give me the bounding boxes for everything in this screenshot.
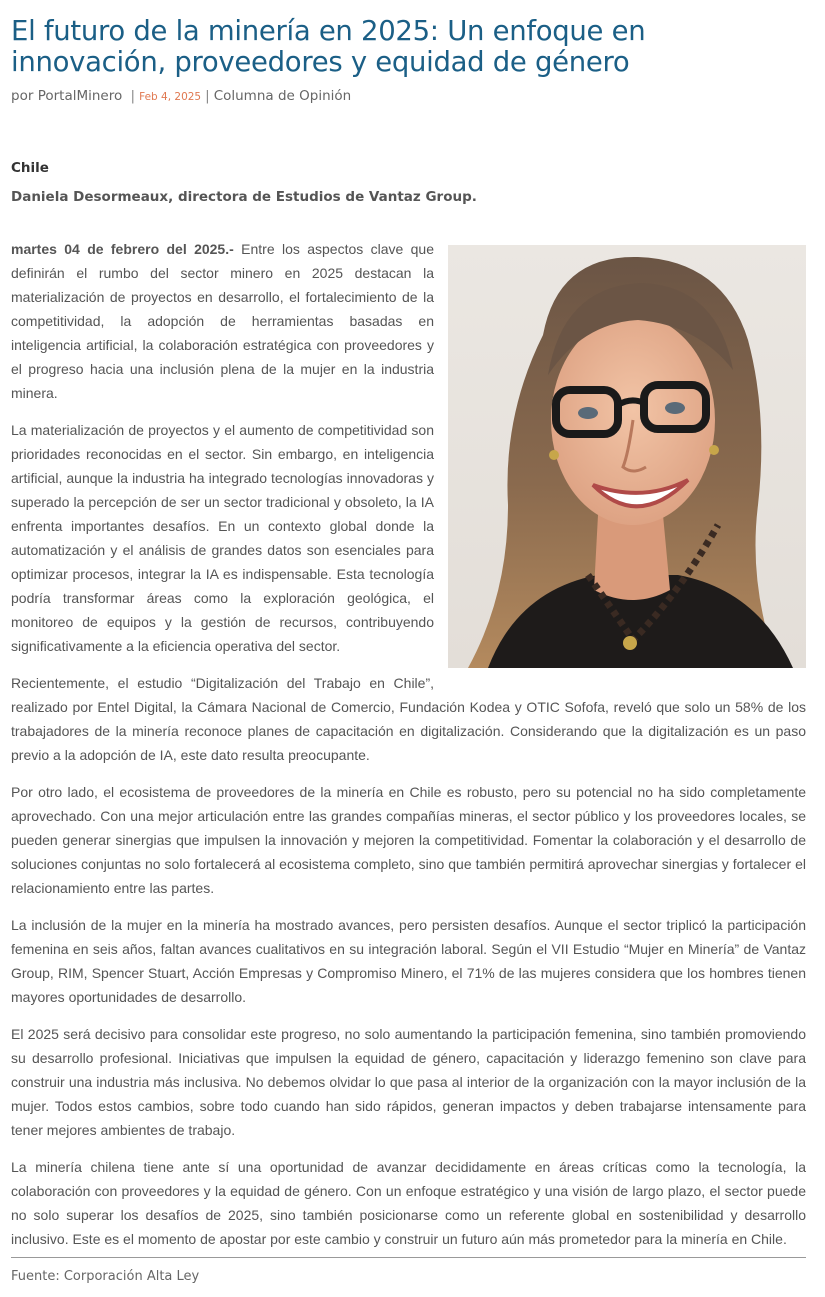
paragraph-6: El 2025 será decisivo para consolidar este progreso, no solo aumentando la participación femenina, sino también promoviendo su desarrollo profesional. Iniciativas que impulsen la equidad de género, capacitación y liderazgo femenino son clave para construir una industria más inclusiva. No debemos olvidar lo que pasa al interior de la organización con la mayor inclusión de la mujer. Todos estos cambios, sobre todo cuando han sido rápidos, generan impactos y deben trabajarse intensamente para tener mejores ambientes de trabajo. (11, 1026, 806, 1138)
meta-separator: | (130, 88, 136, 104)
article-body (11, 237, 806, 1264)
article-meta (11, 88, 351, 104)
byline-prefix: por (11, 88, 34, 104)
author-credit: Daniela Desormeaux, directora de Estudios de Vantaz Group. (11, 189, 477, 205)
paragraph-7: La minería chilena tiene ante sí una oportunidad de avanzar decididamente en áreas críticas como la tecnología, la colaboración con proveedores y la equidad de género. Con un enfoque estratégico y una visión de largo plazo, el sector puede no solo superar los desafíos de 2025, sino también posicionarse como un referente global en sostenibilidad y desarrollo inclusivo. Este es el momento de apostar por este cambio y construir un futuro aún más prometedor para la minería en Chile. (11, 1159, 806, 1247)
category-link[interactable]: Columna de Opinión (213, 88, 352, 104)
publish-date: Feb 4, 2025 (139, 91, 202, 103)
divider (11, 1257, 806, 1258)
article-title: El futuro de la minería en 2025: Un enfoque en innovación, proveedores y equidad de género (11, 15, 646, 78)
paragraph-text: Entre los aspectos clave que definirán el rumbo del sector minero en 2025 destacan la materialización de proyectos en desarrollo, el fortalecimiento de la competitividad, la adopción de herramientas basadas en inteligencia artificial, la colaboración estratégica con proveedores y el progreso hacia una inclusión plena de la mujer en la industria minera. (11, 241, 435, 401)
source-credit: Fuente: Corporación Alta Ley (11, 1269, 200, 1284)
paragraph-4: Por otro lado, el ecosistema de proveedores de la minería en Chile es robusto, pero su potencial no ha sido completamente aprovechado. Con una mejor articulación entre las grandes compañías mineras, el sector público y los proveedores locales, se pueden generar sinergias que impulsen la innovación y mejoren la competitividad. Fomentar la colaboración y el desarrollo de soluciones conjuntas no solo fortalecerá al ecosistema completo, sino que también permitirá aprovechar sinergias y fortalecer el relacionamiento entre las partes. (11, 784, 806, 896)
dateline: martes 04 de febrero del 2025.- (11, 241, 234, 257)
region-heading: Chile (11, 160, 49, 176)
paragraph-2: La materialización de proyectos y el aumento de competitividad son prioridades reconocidas en el sector. Sin embargo, en inteligencia artificial, aunque la industria ha integrado tecnologías innovadoras y superado la percepción de ser un sector tradicional y obsoleto, la IA enfrenta importantes desafíos. En un contexto global donde la automatización y el análisis de grandes datos son esenciales para optimizar procesos, integrar la IA es indispensable. Esta tecnología podría transformar áreas como la exploración geológica, el monitoreo de equipos y la gestión de recursos, contribuyendo significativamente a la eficiencia operativa del sector. (11, 422, 434, 654)
author-portrait (448, 245, 806, 668)
meta-separator: | (205, 88, 210, 104)
author-link[interactable]: PortalMinero (37, 88, 123, 104)
paragraph-3: Recientemente, el estudio “Digitalización del Trabajo en Chile”, realizado por Entel Digital, la Cámara Nacional de Comercio, Fundación Kodea y OTIC Sofofa, reveló que solo un 58% de los trabajadores de la minería reconoce planes de capacitación en digitalización. Considerando que la digitalización es un paso previo a la adopción de IA, este dato resulta preocupante. (11, 675, 806, 763)
paragraph-5: La inclusión de la mujer en la minería ha mostrado avances, pero persisten desafíos. Aunque el sector triplicó la participación femenina en seis años, faltan avances cualitativos en su integración laboral. Según el VII Estudio “Mujer en Minería” de Vantaz Group, RIM, Spencer Stuart, Acción Empresas y Compromiso Minero, el 71% de las mujeres considera que los hombres tienen mayores oportunidades de desarrollo. (11, 917, 806, 1005)
